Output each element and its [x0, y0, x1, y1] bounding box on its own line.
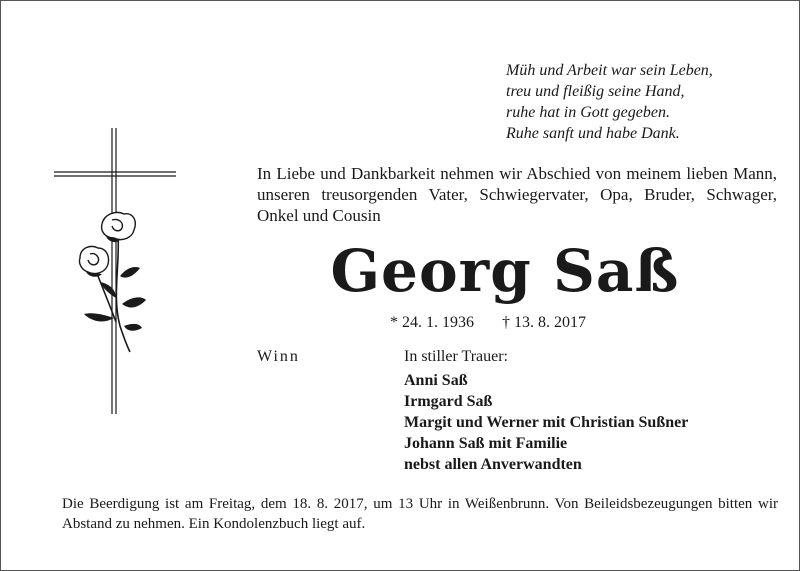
- mourner-item: Johann Saß mit Familie: [404, 435, 568, 452]
- mourning-title: In stiller Trauer:: [404, 348, 508, 365]
- mourner-item: Anni Saß: [404, 372, 468, 389]
- poem-line: Müh und Arbeit war sein Leben,: [506, 62, 713, 79]
- memorial-poem: [506, 60, 776, 144]
- intro-text: In Liebe und Dankbarkeit nehmen wir Abschied von meinem lieben Mann, unseren treusorgenden Vater, Schwiegervater, Opa, Bruder, Schwager, Onkel und Cousin: [257, 164, 777, 225]
- place-name: Winn: [257, 348, 300, 365]
- death-date: † 13. 8. 2017: [502, 314, 586, 331]
- life-dates: [390, 314, 610, 332]
- mourner-item: Margit und Werner mit Christian Sußner: [404, 414, 689, 431]
- funeral-info: Die Beerdigung ist am Freitag, dem 18. 8. 2017, um 13 Uhr in Weißenbrunn. Von Beileidsbezeugungen bitten wir Abstand zu nehmen. Ein Kondolenzbuch liegt auf.: [62, 496, 778, 532]
- poem-line: ruhe hat in Gott gegeben.: [506, 104, 670, 121]
- birth-date: * 24. 1. 1936: [390, 314, 474, 331]
- mourner-item: Irmgard Saß: [404, 393, 493, 410]
- poem-line: treu und fleißig seine Hand,: [506, 83, 685, 100]
- deceased-name: Georg Saß: [330, 237, 680, 305]
- mourners-list: [404, 370, 688, 475]
- poem-line: Ruhe sanft und habe Dank.: [506, 125, 680, 142]
- mourner-item: nebst allen Anverwandten: [404, 456, 582, 473]
- cross-with-rose-icon: [50, 126, 185, 416]
